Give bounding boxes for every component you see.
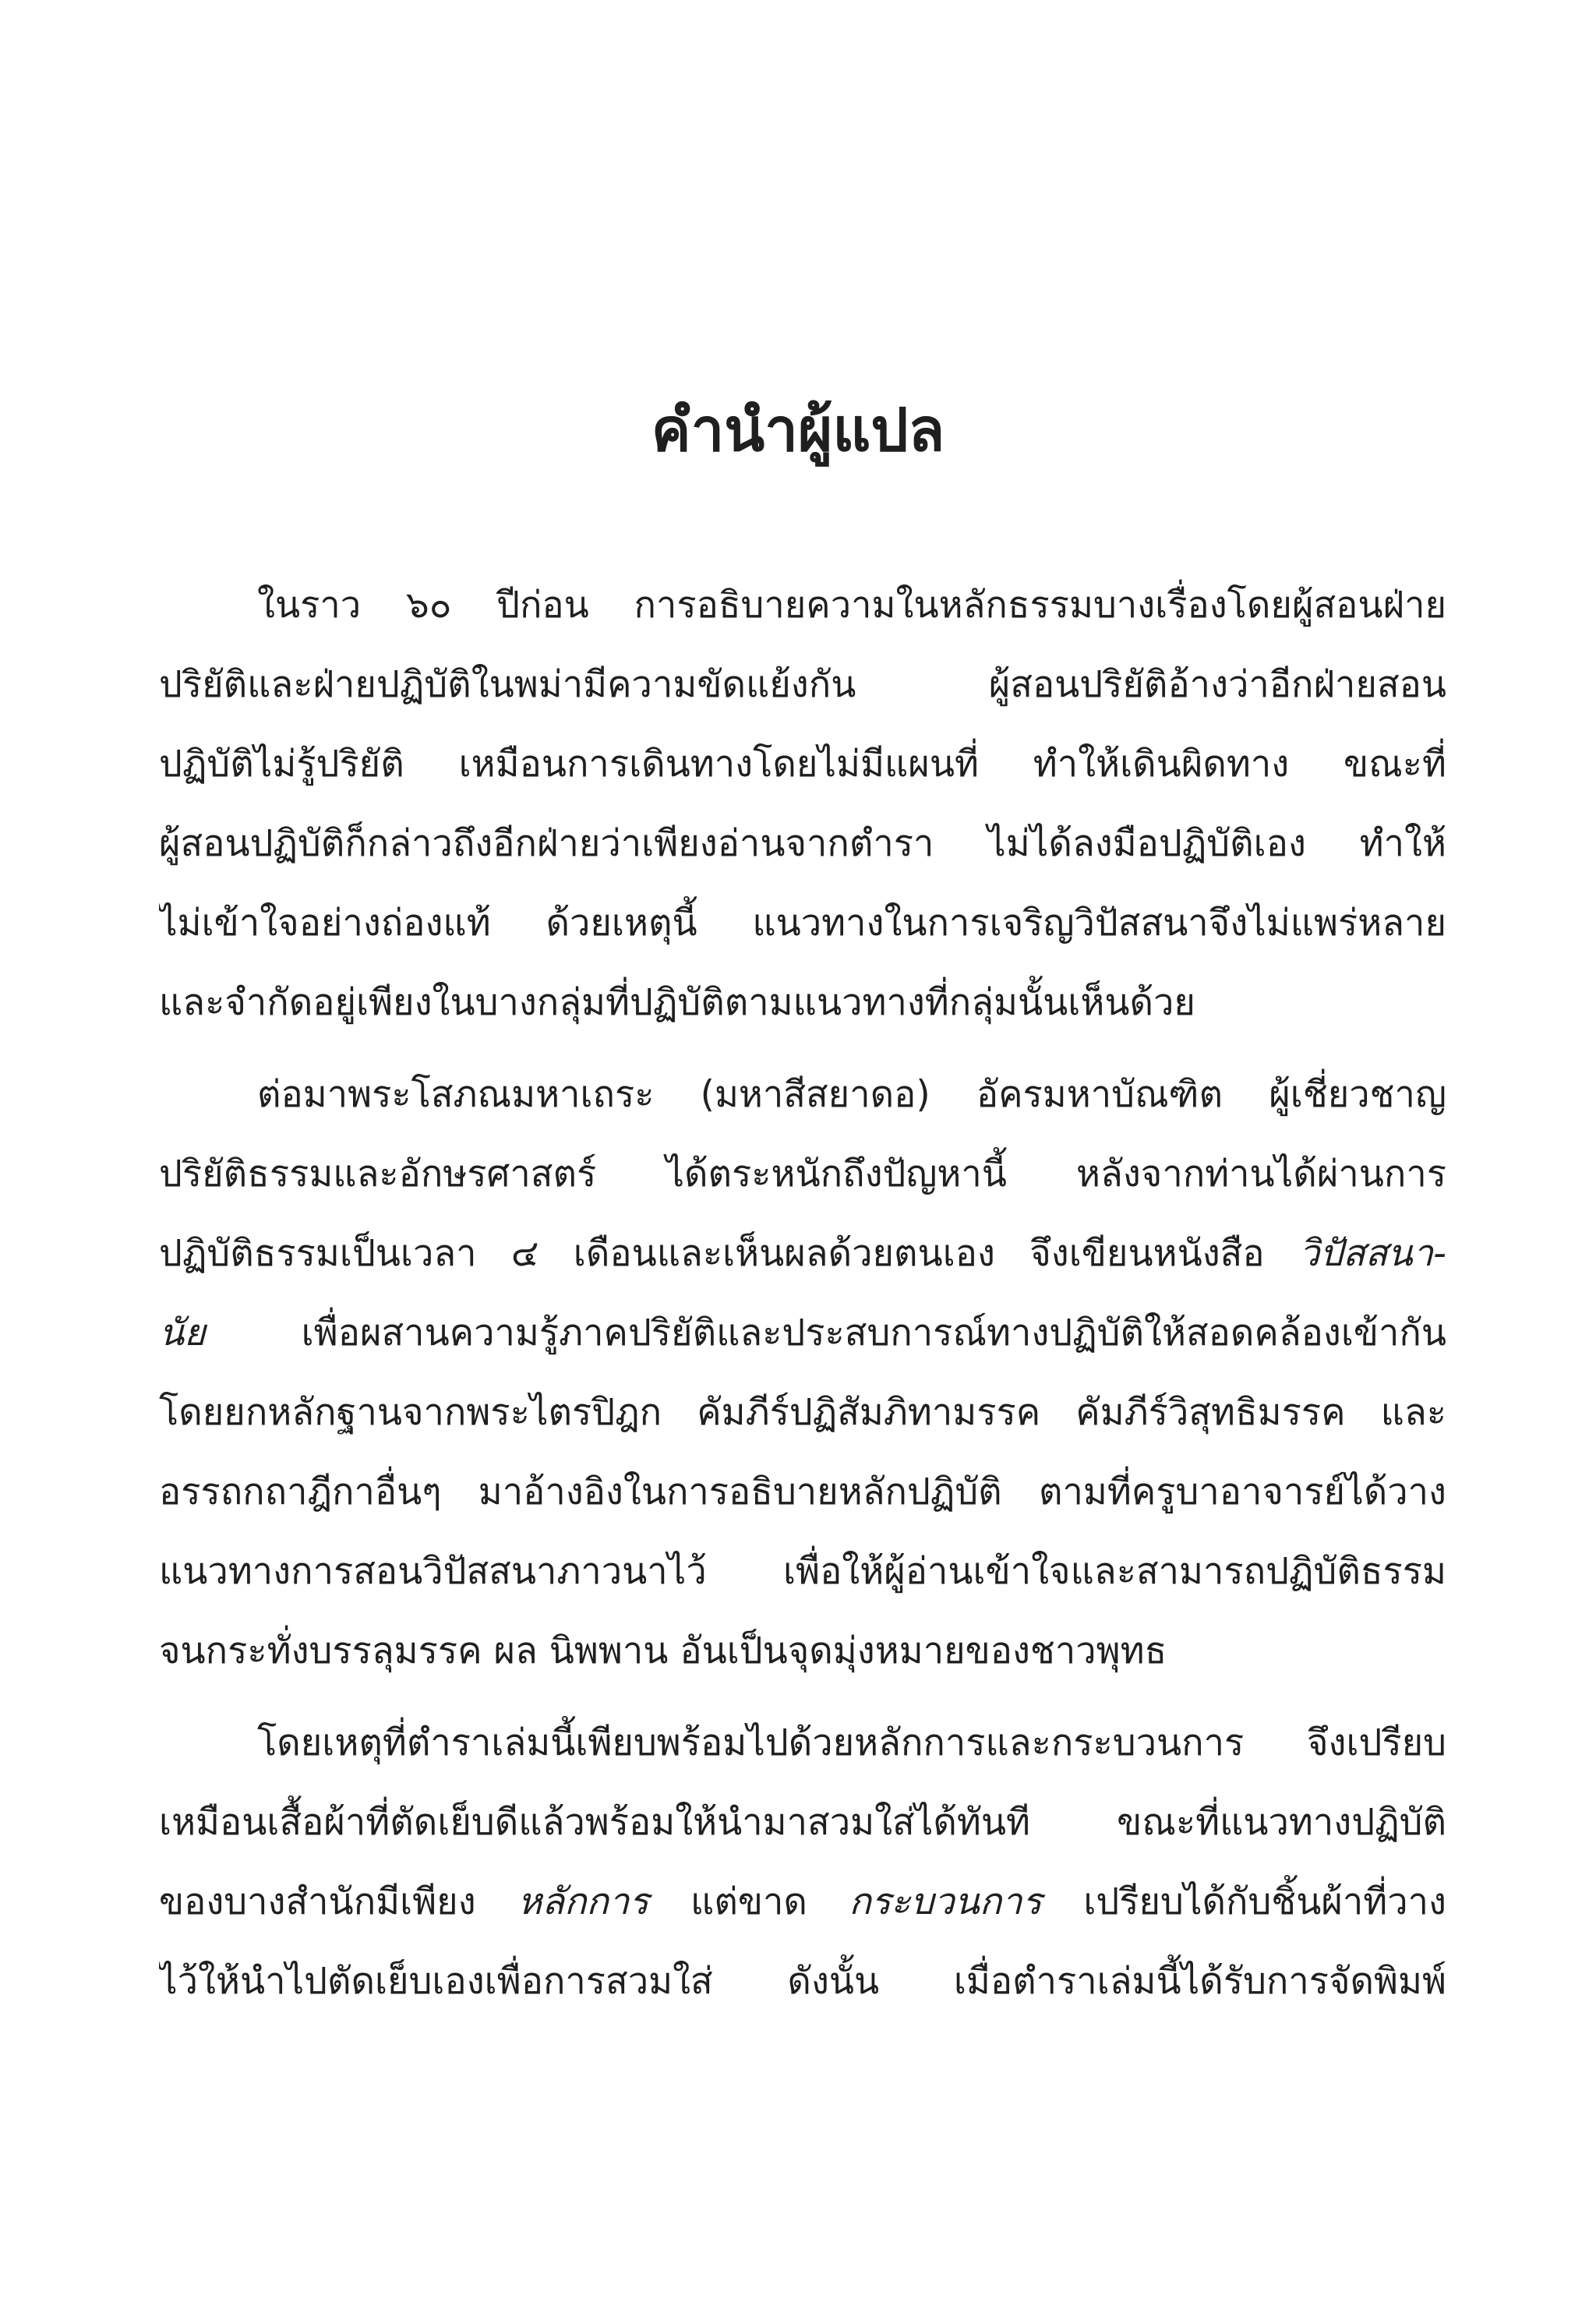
paragraph-2-line-1: ต่อมาพระโสภณมหาเถระ (มหาสีสยาดอ) อัครมหาบัณฑิต ผู้เชี่ยวชาญ [257,1073,1446,1116]
paragraph-1-line-3: ปฏิบัติไม่รู้ปริยัติ เหมือนการเดินทางโดยไม่มีแผนที่ ทำให้เดินผิดทาง ขณะที่ [159,743,1446,786]
paragraph-3-line-2: เหมือนเสื้อผ้าที่ตัดเย็บดีแล้วพร้อมให้นำมาสวมใส่ได้ทันที ขณะที่แนวทางปฏิบัติ [159,1801,1446,1844]
paragraph-1-line-4: ผู้สอนปฏิบัติก็กล่าวถึงอีกฝ่ายว่าเพียงอ่านจากตำรา ไม่ได้ลงมือปฏิบัติเอง ทำให้ [159,822,1446,865]
line-text: ปฏิบัติธรรมเป็นเวลา ๔ เดือนและเห็นผลด้วยตนเอง จึงเขียนหนังสือ [159,1232,1265,1275]
line-text: ของบางสำนักมีเพียง [159,1880,476,1923]
paragraph-2-line-2: ปริยัติธรรมและอักษรศาสตร์ ได้ตระหนักถึงปัญหานี้ หลังจากท่านได้ผ่านการ [159,1153,1446,1195]
paragraph-1-line-5: ไม่เข้าใจอย่างถ่องแท้ ด้วยเหตุนี้ แนวทางในการเจริญวิปัสสนาจึงไม่แพร่หลาย [159,902,1446,944]
paragraph-2-line-3 [159,1227,1446,1281]
paragraph-1-line-2: ปริยัติและฝ่ายปฏิบัติในพม่ามีความขัดแย้งกัน ผู้สอนปริยัติอ้างว่าอีกฝ่ายสอน [159,663,1446,706]
paragraph-2-line-7: แนวทางการสอนวิปัสสนาภาวนาไว้ เพื่อให้ผู้อ่านเข้าใจและสามารถปฏิบัติธรรม [159,1550,1446,1593]
book-title-part-2: นัย [159,1312,206,1354]
paragraph-1-line-1: ในราว ๖๐ ปีก่อน การอธิบายความในหลักธรรมบางเรื่องโดยผู้สอนฝ่าย [257,584,1446,627]
italic-term-principle: หลักการ [517,1880,649,1923]
line-text: เปรียบได้กับชิ้นผ้าที่วาง [1083,1880,1446,1923]
line-text: แต่ขาด [690,1880,807,1923]
book-title-part-1: วิปัสสนา- [1298,1232,1446,1275]
paragraph-2-line-6: อรรถกถาฎีกาอื่นๆ มาอ้างอิงในการอธิบายหลักปฏิบัติ ตามที่ครูบาอาจารย์ได้วาง [159,1470,1446,1513]
paragraph-3-line-3 [159,1875,1446,1929]
italic-term-process: กระบวนการ [849,1880,1042,1923]
page-title: คำนำผู้แปล [651,395,945,464]
line-text: เพื่อผสานความรู้ภาคปริยัติและประสบการณ์ทางปฏิบัติให้สอดคล้องเข้ากัน [301,1312,1446,1354]
paragraph-2-line-5: โดยยกหลักฐานจากพระไตรปิฎก คัมภีร์ปฏิสัมภิทามรรค คัมภีร์วิสุทธิมรรค และ [159,1391,1446,1434]
paragraph-3-line-4: ไว้ให้นำไปตัดเย็บเองเพื่อการสวมใส่ ดังนั้น เมื่อตำราเล่มนี้ได้รับการจัดพิมพ์ [159,1960,1446,2003]
paragraph-1-line-6: และจำกัดอยู่เพียงในบางกลุ่มที่ปฏิบัติตามแนวทางที่กลุ่มนั้นเห็นด้วย [159,981,1195,1024]
paragraph-2-line-8: จนกระทั่งบรรลุมรรค ผล นิพพาน อันเป็นจุดมุ่งหมายของชาวพุทธ [159,1629,1167,1672]
paragraph-2-line-4 [159,1306,1446,1361]
paragraph-3-line-1: โดยเหตุที่ตำราเล่มนี้เพียบพร้อมไปด้วยหลักการและกระบวนการ จึงเปรียบ [257,1721,1446,1764]
